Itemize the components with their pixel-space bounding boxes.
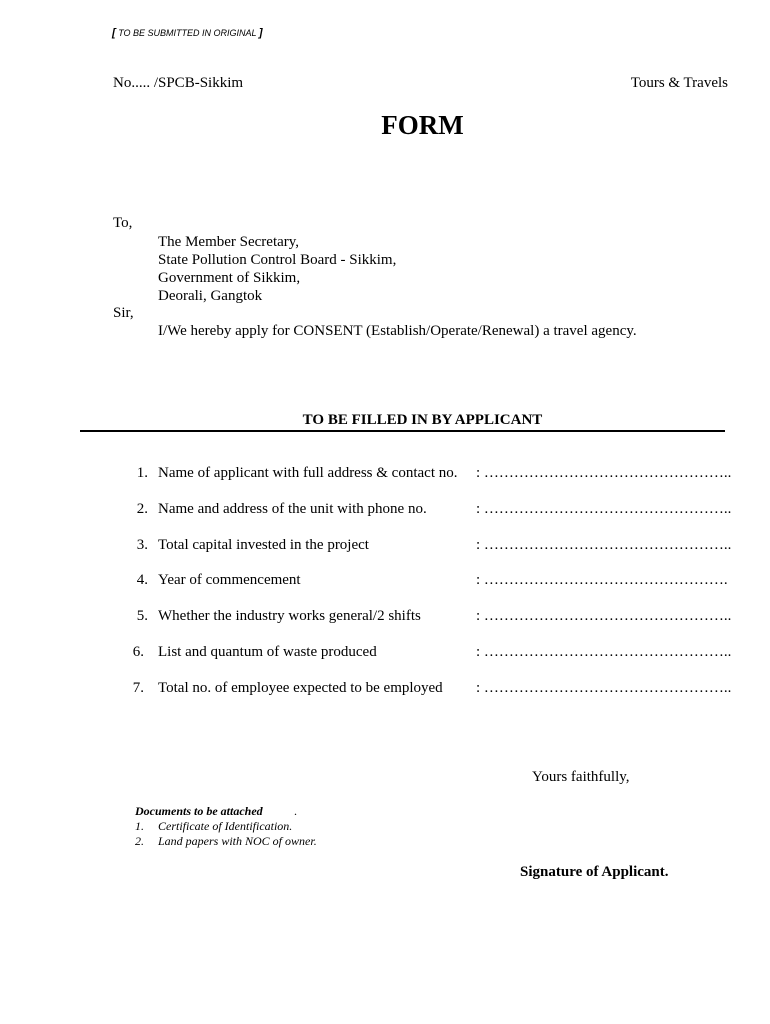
answer-field[interactable]: : ………………………………………….. bbox=[476, 680, 732, 696]
bracket-right: ] bbox=[258, 27, 263, 39]
answer-field[interactable]: : ………………………………………….. bbox=[476, 501, 732, 517]
closing-phrase: Yours faithfully, bbox=[532, 769, 630, 785]
address-line: Government of Sikkim, bbox=[158, 270, 301, 286]
address-line: Deorali, Gangtok bbox=[158, 288, 263, 304]
bracket-left: [ bbox=[112, 27, 116, 39]
question-number: 6. bbox=[132, 644, 144, 660]
question-text: List and quantum of waste produced bbox=[158, 644, 377, 660]
application-statement: I/We hereby apply for CONSENT (Establish/Operate/Renewal) a travel agency. bbox=[158, 323, 637, 339]
page-title: FORM bbox=[381, 110, 464, 140]
submission-note bbox=[112, 27, 263, 39]
question-number: 2. bbox=[136, 501, 148, 517]
question-text: Year of commencement bbox=[158, 572, 301, 588]
question-text: Name of applicant with full address & contact no. bbox=[158, 465, 458, 481]
reference-number: No..... /SPCB-Sikkim bbox=[113, 75, 244, 91]
salutation-sir: Sir, bbox=[113, 305, 134, 321]
documents-heading: Documents to be attached bbox=[135, 804, 263, 818]
document-number: 2. bbox=[135, 834, 144, 848]
question-text: Total capital invested in the project bbox=[158, 537, 369, 553]
document-item: Land papers with NOC of owner. bbox=[158, 834, 317, 848]
document-number: 1. bbox=[135, 819, 144, 833]
form-category: Tours & Travels bbox=[630, 75, 728, 91]
answer-field[interactable]: : ………………………………………….. bbox=[476, 537, 732, 553]
answer-field[interactable]: : ………………………………………….. bbox=[476, 465, 732, 481]
question-number: 1. bbox=[136, 465, 148, 481]
question-text: Whether the industry works general/2 shifts bbox=[158, 608, 421, 624]
submission-note-text: TO BE SUBMITTED IN ORIGINAL bbox=[118, 28, 257, 38]
document-item: Certificate of Identification. bbox=[158, 819, 293, 833]
question-text: Name and address of the unit with phone no. bbox=[158, 501, 427, 517]
section-heading: TO BE FILLED IN BY APPLICANT bbox=[302, 412, 543, 428]
answer-field[interactable]: : …………………………………………. bbox=[476, 572, 728, 588]
question-number: 3. bbox=[136, 537, 148, 553]
signature-label: Signature of Applicant. bbox=[520, 864, 669, 880]
answer-field[interactable]: : ………………………………………….. bbox=[476, 608, 732, 624]
section-divider bbox=[80, 430, 725, 432]
answer-field[interactable]: : ………………………………………….. bbox=[476, 644, 732, 660]
question-text: Total no. of employee expected to be employed bbox=[158, 680, 443, 696]
question-number: 4. bbox=[136, 572, 148, 588]
question-number: 5. bbox=[136, 608, 148, 624]
address-line: State Pollution Control Board - Sikkim, bbox=[158, 252, 397, 268]
salutation-to: To, bbox=[113, 215, 133, 231]
question-number: 7. bbox=[132, 680, 144, 696]
address-line: The Member Secretary, bbox=[158, 234, 300, 250]
documents-heading-dot: . bbox=[294, 804, 297, 818]
